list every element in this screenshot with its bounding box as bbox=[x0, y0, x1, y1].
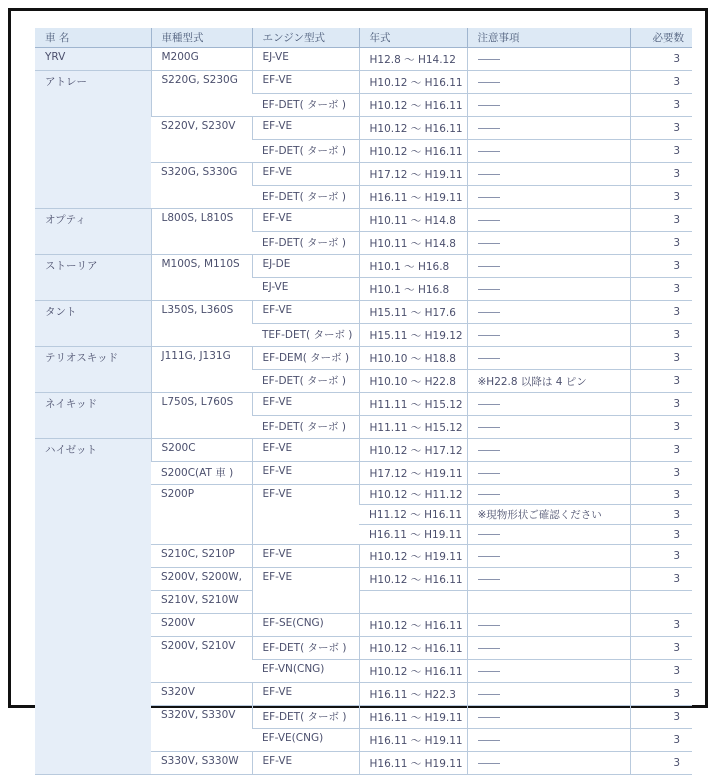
year-cell: H10.12 ～ H16.11 bbox=[359, 117, 467, 140]
table-row bbox=[35, 48, 692, 71]
engine-code-cell: EF-DET( ターボ ) bbox=[252, 94, 359, 117]
year-cell: H16.11 ～ H19.11 bbox=[359, 752, 467, 775]
engine-code-cell: EF-DET( ターボ ) bbox=[252, 637, 359, 660]
quantity-cell: 3 bbox=[630, 255, 692, 278]
engine-code-cell: EJ-VE bbox=[252, 48, 359, 71]
year-cell: H10.12 ～ H16.11 bbox=[359, 637, 467, 660]
quantity-cell: 3 bbox=[630, 525, 692, 545]
year-cell: H16.11 ～ H19.11 bbox=[359, 186, 467, 209]
note-cell: ※現物形状ご確認ください bbox=[467, 505, 630, 525]
quantity-cell: 3 bbox=[630, 568, 692, 591]
engine-code-cell: EF-VE bbox=[252, 545, 359, 568]
note-cell bbox=[467, 393, 630, 416]
note-cell bbox=[467, 568, 630, 591]
quantity-cell: 3 bbox=[630, 393, 692, 416]
dash-mark bbox=[478, 671, 500, 672]
dash-mark bbox=[478, 197, 500, 198]
engine-code-cell: EF-DET( ターボ ) bbox=[252, 706, 359, 729]
model-code-cell: S330V, S330W bbox=[151, 752, 252, 775]
note-cell bbox=[467, 416, 630, 439]
header-model-code: 車種型式 bbox=[151, 28, 252, 48]
car-name-cell: テリオスキッド bbox=[35, 347, 151, 393]
year-cell: H17.12 ～ H19.11 bbox=[359, 163, 467, 186]
year-cell bbox=[359, 591, 467, 614]
quantity-cell: 3 bbox=[630, 301, 692, 324]
year-cell: H10.12 ～ H16.11 bbox=[359, 660, 467, 683]
year-cell: H10.12 ～ H11.12 bbox=[359, 485, 467, 505]
image-frame bbox=[8, 8, 708, 770]
note-cell bbox=[467, 591, 630, 614]
dash-mark bbox=[478, 82, 500, 83]
quantity-cell: 3 bbox=[630, 140, 692, 163]
table-row bbox=[35, 209, 692, 232]
note-cell bbox=[467, 209, 630, 232]
model-code-cell: J111G, J131G bbox=[151, 347, 252, 393]
dash-mark bbox=[478, 579, 500, 580]
year-cell: H10.12 ～ H16.11 bbox=[359, 568, 467, 591]
quantity-cell: 3 bbox=[630, 485, 692, 505]
header-car-name: 車 名 bbox=[35, 28, 151, 48]
model-code-cell: S320V, S330V bbox=[151, 706, 252, 752]
car-name-cell: オプティ bbox=[35, 209, 151, 255]
year-cell: H10.12 ～ H17.12 bbox=[359, 439, 467, 462]
engine-code-cell: EF-SE(CNG) bbox=[252, 614, 359, 637]
note-cell: ※H22.8 以降は 4 ピン bbox=[467, 370, 630, 393]
dash-mark bbox=[478, 763, 500, 764]
note-cell bbox=[467, 232, 630, 255]
header-notes: 注意事項 bbox=[467, 28, 630, 48]
engine-code-cell: EF-DET( ターボ ) bbox=[252, 186, 359, 209]
note-cell bbox=[467, 324, 630, 347]
dash-mark bbox=[478, 174, 500, 175]
car-name-cell: ストーリア bbox=[35, 255, 151, 301]
quantity-cell: 3 bbox=[630, 48, 692, 71]
engine-code-cell: EF-DEM( ターボ ) bbox=[252, 347, 359, 370]
quantity-cell: 3 bbox=[630, 94, 692, 117]
year-cell: H10.12 ～ H16.11 bbox=[359, 94, 467, 117]
header-engine-code: エンジン型式 bbox=[252, 28, 359, 48]
header-quantity: 必要数 bbox=[630, 28, 692, 48]
dash-mark bbox=[478, 450, 500, 451]
table-row bbox=[35, 393, 692, 416]
engine-code-cell: EF-DET( ターボ ) bbox=[252, 370, 359, 393]
quantity-cell: 3 bbox=[630, 660, 692, 683]
engine-code-cell: EF-VE bbox=[252, 301, 359, 324]
quantity-cell: 3 bbox=[630, 117, 692, 140]
quantity-cell: 3 bbox=[630, 71, 692, 94]
note-cell bbox=[467, 545, 630, 568]
engine-code-cell: EF-DET( ターボ ) bbox=[252, 232, 359, 255]
dash-mark bbox=[478, 243, 500, 244]
year-cell: H10.12 ～ H16.11 bbox=[359, 140, 467, 163]
note-cell bbox=[467, 729, 630, 752]
engine-code-cell: EJ-DE bbox=[252, 255, 359, 278]
quantity-cell: 3 bbox=[630, 545, 692, 568]
engine-code-cell: EF-VE bbox=[252, 683, 359, 706]
note-cell bbox=[467, 660, 630, 683]
compatibility-table bbox=[35, 28, 692, 775]
model-code-cell: M100S, M110S bbox=[151, 255, 252, 301]
engine-code-cell: EF-VE bbox=[252, 752, 359, 775]
model-code-cell: S220V, S230V bbox=[151, 117, 252, 163]
quantity-cell: 3 bbox=[630, 637, 692, 660]
year-cell: H16.11 ～ H19.11 bbox=[359, 706, 467, 729]
quantity-cell bbox=[630, 591, 692, 614]
note-cell bbox=[467, 48, 630, 71]
year-cell: H10.1 ～ H16.8 bbox=[359, 278, 467, 301]
quantity-cell: 3 bbox=[630, 347, 692, 370]
dash-mark bbox=[478, 335, 500, 336]
table-row bbox=[35, 301, 692, 324]
note-cell bbox=[467, 637, 630, 660]
engine-code-cell: EF-VE bbox=[252, 117, 359, 140]
quantity-cell: 3 bbox=[630, 462, 692, 485]
quantity-cell: 3 bbox=[630, 729, 692, 752]
dash-mark bbox=[478, 427, 500, 428]
dash-mark bbox=[478, 220, 500, 221]
model-code-cell: S210V, S210W bbox=[151, 591, 252, 614]
model-code-cell: S320G, S330G bbox=[151, 163, 252, 209]
table-body bbox=[35, 48, 692, 775]
model-code-cell: S220G, S230G bbox=[151, 71, 252, 117]
year-cell: H10.1 ～ H16.8 bbox=[359, 255, 467, 278]
engine-code-cell: EF-VE bbox=[252, 163, 359, 186]
table-row bbox=[35, 71, 692, 94]
year-cell: H10.11 ～ H14.8 bbox=[359, 209, 467, 232]
dash-mark bbox=[478, 312, 500, 313]
year-cell: H15.11 ～ H19.12 bbox=[359, 324, 467, 347]
quantity-cell: 3 bbox=[630, 416, 692, 439]
year-cell: H10.10 ～ H18.8 bbox=[359, 347, 467, 370]
header-row bbox=[35, 28, 692, 48]
engine-code-cell: EF-VE bbox=[252, 439, 359, 462]
dash-mark bbox=[478, 105, 500, 106]
note-cell bbox=[467, 94, 630, 117]
year-cell: H10.12 ～ H19.11 bbox=[359, 545, 467, 568]
dash-mark bbox=[478, 534, 500, 535]
note-cell bbox=[467, 71, 630, 94]
note-cell bbox=[467, 163, 630, 186]
note-cell bbox=[467, 752, 630, 775]
note-cell bbox=[467, 614, 630, 637]
model-code-cell: L750S, L760S bbox=[151, 393, 252, 439]
car-name-cell: アトレー bbox=[35, 71, 151, 209]
year-cell: H17.12 ～ H19.11 bbox=[359, 462, 467, 485]
quantity-cell: 3 bbox=[630, 614, 692, 637]
engine-code-cell: EF-DET( ターボ ) bbox=[252, 140, 359, 163]
year-cell: H16.11 ～ H19.11 bbox=[359, 729, 467, 752]
dash-mark bbox=[478, 648, 500, 649]
car-name-cell: ネイキッド bbox=[35, 393, 151, 439]
note-cell bbox=[467, 706, 630, 729]
model-code-cell: S200V bbox=[151, 614, 252, 637]
dash-mark bbox=[478, 740, 500, 741]
engine-code-cell: EF-VE bbox=[252, 209, 359, 232]
dash-mark bbox=[478, 358, 500, 359]
quantity-cell: 3 bbox=[630, 370, 692, 393]
model-code-cell: S210C, S210P bbox=[151, 545, 252, 568]
table-row bbox=[35, 255, 692, 278]
model-code-cell: S320V bbox=[151, 683, 252, 706]
engine-code-cell: EJ-VE bbox=[252, 278, 359, 301]
year-cell: H11.11 ～ H15.12 bbox=[359, 416, 467, 439]
quantity-cell: 3 bbox=[630, 752, 692, 775]
table-header bbox=[35, 28, 692, 48]
note-cell bbox=[467, 525, 630, 545]
quantity-cell: 3 bbox=[630, 278, 692, 301]
dash-mark bbox=[478, 151, 500, 152]
dash-mark bbox=[478, 473, 500, 474]
model-code-cell: S200C(AT 車 ) bbox=[151, 462, 252, 485]
quantity-cell: 3 bbox=[630, 324, 692, 347]
engine-code-cell: EF-DET( ターボ ) bbox=[252, 416, 359, 439]
dash-mark bbox=[478, 625, 500, 626]
dash-mark bbox=[478, 694, 500, 695]
note-cell bbox=[467, 117, 630, 140]
engine-code-cell: TEF-DET( ターボ ) bbox=[252, 324, 359, 347]
car-name-cell: YRV bbox=[35, 48, 151, 71]
note-cell bbox=[467, 140, 630, 163]
car-name-cell: ハイゼット bbox=[35, 439, 151, 775]
dash-mark bbox=[478, 404, 500, 405]
year-cell: H16.11 ～ H19.11 bbox=[359, 525, 467, 545]
model-code-cell: S200C bbox=[151, 439, 252, 462]
engine-code-cell: EF-VE bbox=[252, 485, 359, 545]
table-row bbox=[35, 439, 692, 462]
note-cell bbox=[467, 683, 630, 706]
quantity-cell: 3 bbox=[630, 505, 692, 525]
dash-mark bbox=[478, 494, 500, 495]
note-cell bbox=[467, 439, 630, 462]
note-cell bbox=[467, 255, 630, 278]
car-name-cell: タント bbox=[35, 301, 151, 347]
note-cell bbox=[467, 186, 630, 209]
quantity-cell: 3 bbox=[630, 706, 692, 729]
model-code-cell: S200V, S210V bbox=[151, 637, 252, 683]
quantity-cell: 3 bbox=[630, 232, 692, 255]
year-cell: H11.11 ～ H15.12 bbox=[359, 393, 467, 416]
dash-mark bbox=[478, 128, 500, 129]
year-cell: H16.11 ～ H22.3 bbox=[359, 683, 467, 706]
model-code-cell: S200V, S200W, bbox=[151, 568, 252, 591]
model-code-cell: L350S, L360S bbox=[151, 301, 252, 347]
quantity-cell: 3 bbox=[630, 186, 692, 209]
engine-code-cell: EF-VE bbox=[252, 568, 359, 614]
quantity-cell: 3 bbox=[630, 209, 692, 232]
year-cell: H15.11 ～ H17.6 bbox=[359, 301, 467, 324]
dash-mark bbox=[478, 717, 500, 718]
note-cell bbox=[467, 278, 630, 301]
year-cell: H10.12 ～ H16.11 bbox=[359, 614, 467, 637]
model-code-cell: S200P bbox=[151, 485, 252, 545]
engine-code-cell: EF-VN(CNG) bbox=[252, 660, 359, 683]
dash-mark bbox=[478, 59, 500, 60]
year-cell: H12.8 ～ H14.12 bbox=[359, 48, 467, 71]
note-cell bbox=[467, 347, 630, 370]
dash-mark bbox=[478, 266, 500, 267]
note-cell bbox=[467, 485, 630, 505]
engine-code-cell: EF-VE bbox=[252, 393, 359, 416]
year-cell: H10.11 ～ H14.8 bbox=[359, 232, 467, 255]
note-cell bbox=[467, 462, 630, 485]
year-cell: H10.12 ～ H16.11 bbox=[359, 71, 467, 94]
year-cell: H11.12 ～ H16.11 bbox=[359, 505, 467, 525]
engine-code-cell: EF-VE(CNG) bbox=[252, 729, 359, 752]
model-code-cell: M200G bbox=[151, 48, 252, 71]
engine-code-cell: EF-VE bbox=[252, 462, 359, 485]
note-cell bbox=[467, 301, 630, 324]
quantity-cell: 3 bbox=[630, 683, 692, 706]
engine-code-cell: EF-VE bbox=[252, 71, 359, 94]
quantity-cell: 3 bbox=[630, 439, 692, 462]
year-cell: H10.10 ～ H22.8 bbox=[359, 370, 467, 393]
header-year: 年式 bbox=[359, 28, 467, 48]
table-row bbox=[35, 347, 692, 370]
model-code-cell: L800S, L810S bbox=[151, 209, 252, 255]
quantity-cell: 3 bbox=[630, 163, 692, 186]
dash-mark bbox=[478, 556, 500, 557]
dash-mark bbox=[478, 289, 500, 290]
